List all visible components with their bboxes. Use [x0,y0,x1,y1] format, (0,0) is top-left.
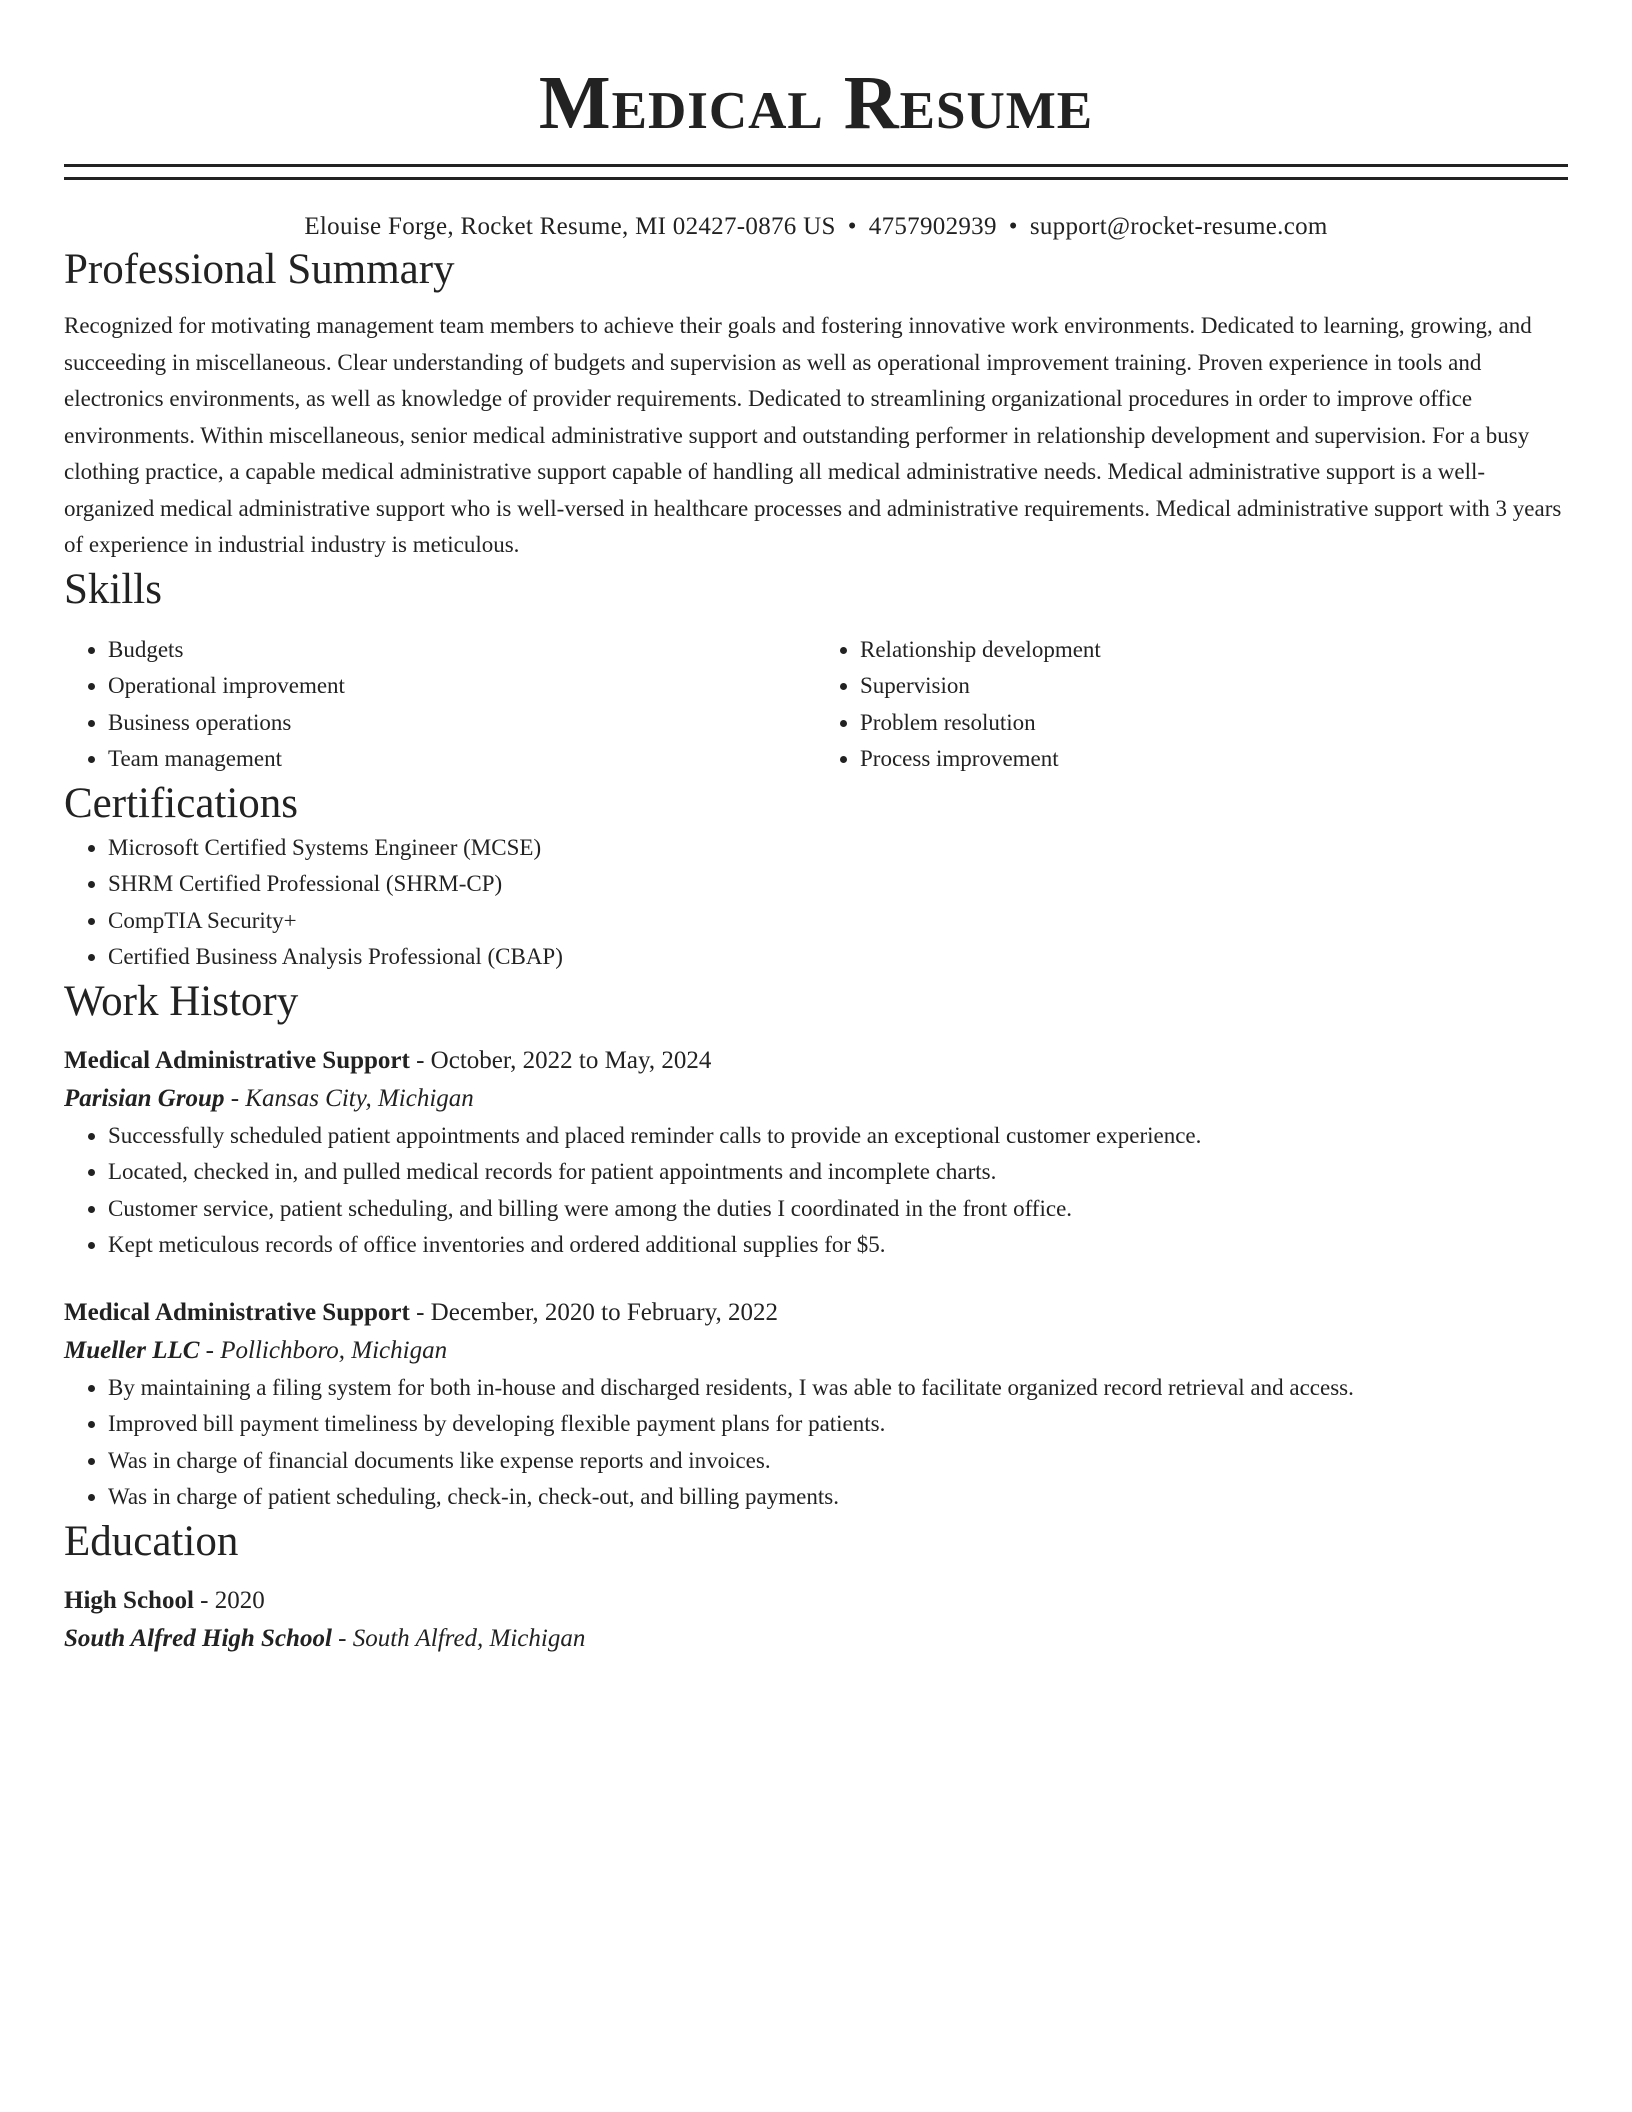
certification-item: • Microsoft Certified Systems Engineer (MCSE) [108,830,1568,867]
skill-item: • Team management [108,741,816,778]
bullet-separator: • [847,213,857,240]
job-title-line [64,1042,1568,1080]
education-school-line [64,1620,1568,1658]
job-company-line [64,1332,1568,1370]
job-title: Medical Administrative Support [64,1298,410,1326]
job-title-line [64,1294,1568,1332]
job-entry [64,1294,1568,1516]
certification-item: • Certified Business Analysis Professional (CBAP) [108,939,1568,976]
skills-list-left [64,632,816,778]
job-duty: • Customer service, patient scheduling, and billing were among the duties I coordinated in the front office. [108,1191,1568,1228]
skills-grid [64,632,1568,778]
work-history-heading: Work History [64,977,299,1025]
summary-heading: Professional Summary [64,246,455,293]
job-duty: • Kept meticulous records of office inventories and ordered additional supplies for $5. [108,1227,1568,1264]
job-duties-list [64,1118,1568,1264]
certifications-list [64,830,1568,976]
job-title: Medical Administrative Support [64,1046,410,1074]
page-title: Medical Resume [538,61,1094,145]
skills-column-left [64,632,816,778]
skill-item: • Supervision [860,668,1568,705]
job-company: Mueller LLC [64,1336,200,1364]
summary-text: Recognized for motivating management team members to achieve their goals and fostering innovative work environments. Dedicated to learning, growing, and succeeding in miscellaneous. Clear understanding of budgets and supervision as well as operational improvement training. Proven experience in tools and electronics environments, as well as knowledge of provider requirements. Dedicated to streamlining organizational procedures in order to improve office environments. Within miscellaneous, senior medical administrative support and outstanding performer in relationship development and supervision. For a busy clothing practice, a capable medical administrative support capable of handling all medical administrative needs. Medical administrative support is a well-organized medical administrative support who is well-versed in healthcare processes and administrative requirements. Medical administrative support with 3 years of experience in industrial industry is meticulous. [64,313,1562,557]
job-entry [64,1042,1568,1264]
skills-list-right [816,632,1568,778]
education-year: - 2020 [193,1586,265,1614]
education-location: - South Alfred, Michigan [331,1624,586,1652]
job-duty: • By maintaining a filing system for both in-house and discharged residents, I was able to facilitate organized record retrieval and access. [108,1370,1568,1407]
job-dates: - December, 2020 to February, 2022 [409,1298,778,1326]
job-duties-list [64,1370,1568,1516]
job-duty: • Located, checked in, and pulled medical records for patient appointments and incomplete charts. [108,1154,1568,1191]
job-duty: • Was in charge of patient scheduling, check-in, check-out, and billing payments. [108,1479,1568,1516]
title-double-rule [64,164,1568,180]
education-school: South Alfred High School [64,1624,332,1652]
skills-heading: Skills [64,565,162,613]
job-duty: • Was in charge of financial documents like expense reports and invoices. [108,1443,1568,1480]
job-location: - Pollichboro, Michigan [199,1336,448,1364]
bullet-separator: • [1008,213,1018,240]
education-degree: High School [64,1586,194,1614]
skills-column-right [816,632,1568,778]
contact-email: support@rocket-resume.com [1029,213,1328,240]
contact-line [64,210,1568,244]
job-duty: • Successfully scheduled patient appointments and placed reminder calls to provide an exceptional customer experience. [108,1118,1568,1155]
contact-address: Elouise Forge, Rocket Resume, MI 02427-0876 US [304,213,836,240]
job-company-line [64,1080,1568,1118]
skill-item: • Budgets [108,632,816,669]
job-dates: - October, 2022 to May, 2024 [409,1046,712,1074]
job-duty: • Improved bill payment timeliness by developing flexible payment plans for patients. [108,1406,1568,1443]
skill-item: • Operational improvement [108,668,816,705]
skill-item: • Problem resolution [860,705,1568,742]
contact-phone: 4757902939 [868,213,997,240]
certification-item: • CompTIA Security+ [108,903,1568,940]
certification-item: • SHRM Certified Professional (SHRM-CP) [108,866,1568,903]
job-location: - Kansas City, Michigan [224,1084,474,1112]
skill-item: • Relationship development [860,632,1568,669]
education-heading: Education [64,1517,239,1565]
certifications-heading: Certifications [64,779,299,827]
skill-item: • Business operations [108,705,816,742]
skill-item: • Process improvement [860,741,1568,778]
education-degree-line [64,1582,1568,1620]
job-company: Parisian Group [64,1084,225,1112]
